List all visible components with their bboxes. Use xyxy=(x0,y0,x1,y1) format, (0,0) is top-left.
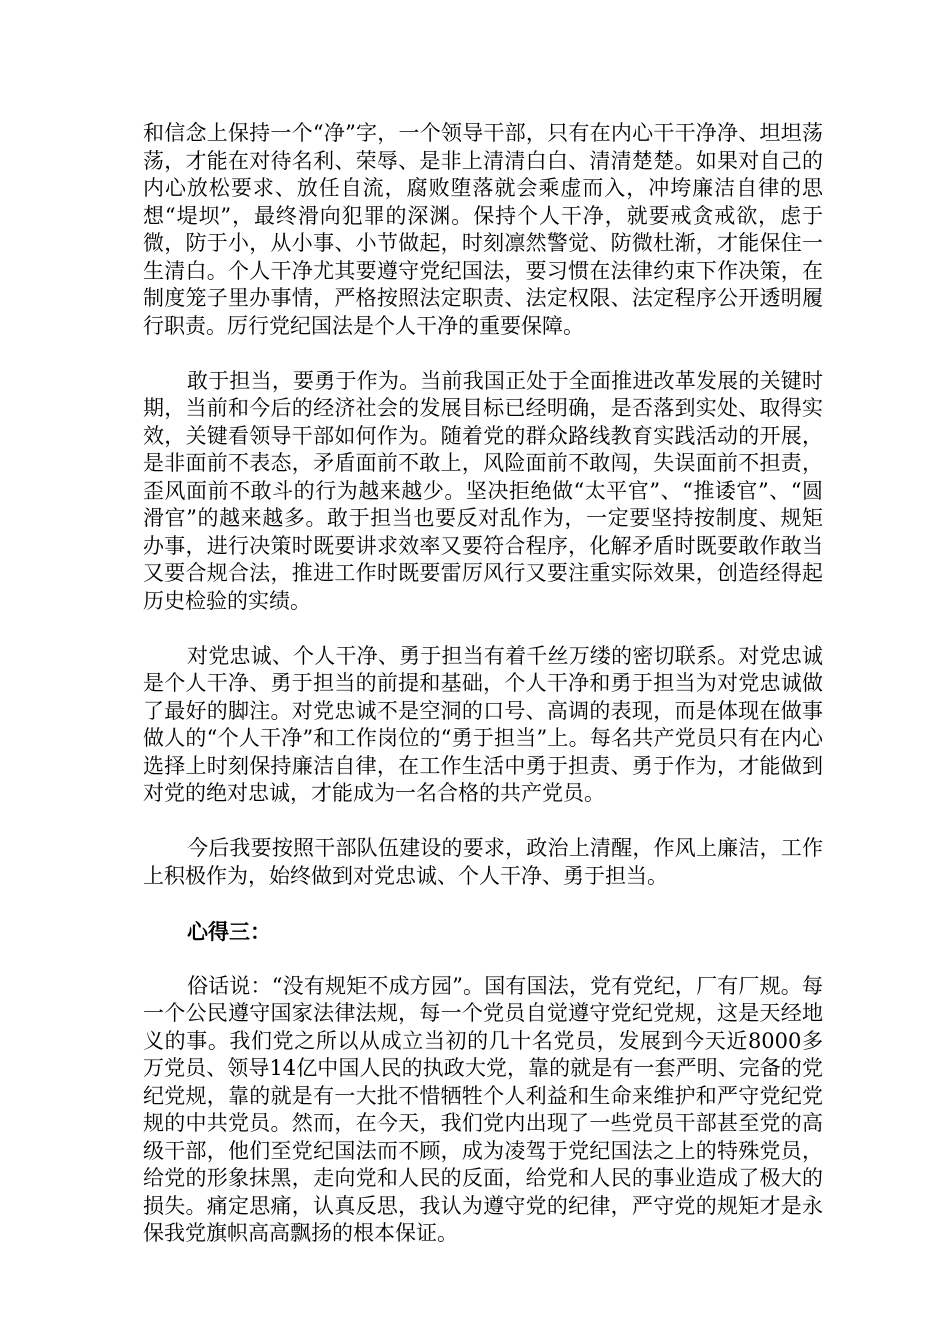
paragraph-daring-responsibility: 敢于担当，要勇于作为。当前我国正处于全面推进改革发展的关键时期，当前和今后的经济社会的发展目标已经明确，是否落到实处、取得实效，关键看领导干部如何作为。随着党的群众路线教育实践活动的开展，是非面前不表态，矛盾面前不敢上，风险面前不敢闯，失误面前不担责，歪风面前不敢斗的行为越来越少。坚决拒绝做“太平官”、“推诿官”、“圆滑官”的越来越多。敢于担当也要反对乱作为，一定要坚持按制度、规矩办事，进行决策时既要讲求效率又要符合程序，化解矛盾时既要敢作敢当又要合规合法，推进工作时既要雷厉风行又要注重实际效果，创造经得起历史检验的实绩。 xyxy=(143,368,823,613)
document-page xyxy=(143,120,823,1275)
paragraph-rules-discipline: 俗话说：“没有规矩不成方园”。国有国法，党有党纪，厂有厂规。每一个公民遵守国家法律法规，每一个党员自觉遵守党纪党规，这是天经地义的事。我们党之所以从成立当初的几十名党员，发展到今天近8000多万党员、领导14亿中国人民的执政大党，靠的就是有一套严明、完备的党纪党规，靠的就是有一大批不惜牺牲个人利益和生命来维护和严守党纪党规的中共党员。然而，在今天，我们党内出现了一些党员干部甚至党的高级干部，他们至党纪国法而不顾，成为凌驾于党纪国法之上的特殊党员，给党的形象抹黑，走向党和人民的反面，给党和人民的事业造成了极大的损失。痛定思痛，认真反思，我认为遵守党的纪律，严守党的规矩才是永保我党旗帜高高飘扬的根本保证。 xyxy=(143,973,823,1245)
paragraph-future-commitment: 今后我要按照干部队伍建设的要求，政治上清醒，作风上廉洁，工作上积极作为，始终做到对党忠诚、个人干净、勇于担当。 xyxy=(143,836,823,888)
paragraph-continuation: 和信念上保持一个“净”字，一个领导干部，只有在内心干干净净、坦坦荡荡，才能在对待名利、荣辱、是非上清清白白、清清楚楚。如果对自己的内心放松要求、放任自流，腐败堕落就会乘虚而入，冲垮廉洁自律的思想“堤坝”，最终滑向犯罪的深渊。保持个人干净，就要戒贪戒欲，虑于微，防于小，从小事、小节做起，时刻凛然警觉、防微杜渐，才能保住一生清白。个人干净尤其要遵守党纪国法，要习惯在法律约束下作决策，在制度笼子里办事情，严格按照法定职责、法定权限、法定程序公开透明履行职责。厉行党纪国法是个人干净的重要保障。 xyxy=(143,121,823,338)
paragraph-loyalty-relation: 对党忠诚、个人干净、勇于担当有着千丝万缕的密切联系。对党忠诚是个人干净、勇于担当的前提和基础，个人干净和勇于担当为对党忠诚做了最好的脚注。对党忠诚不是空洞的口号、高调的表现，而是体现在做事做人的“个人干净”和工作岗位的“勇于担当”上。每名共产党员只有在内心选择上时刻保持廉洁自律，在工作生活中勇于担责、勇于作为，才能做到对党的绝对忠诚，才能成为一名合格的共产党员。 xyxy=(143,643,823,805)
section-heading: 心得三： xyxy=(187,918,271,944)
